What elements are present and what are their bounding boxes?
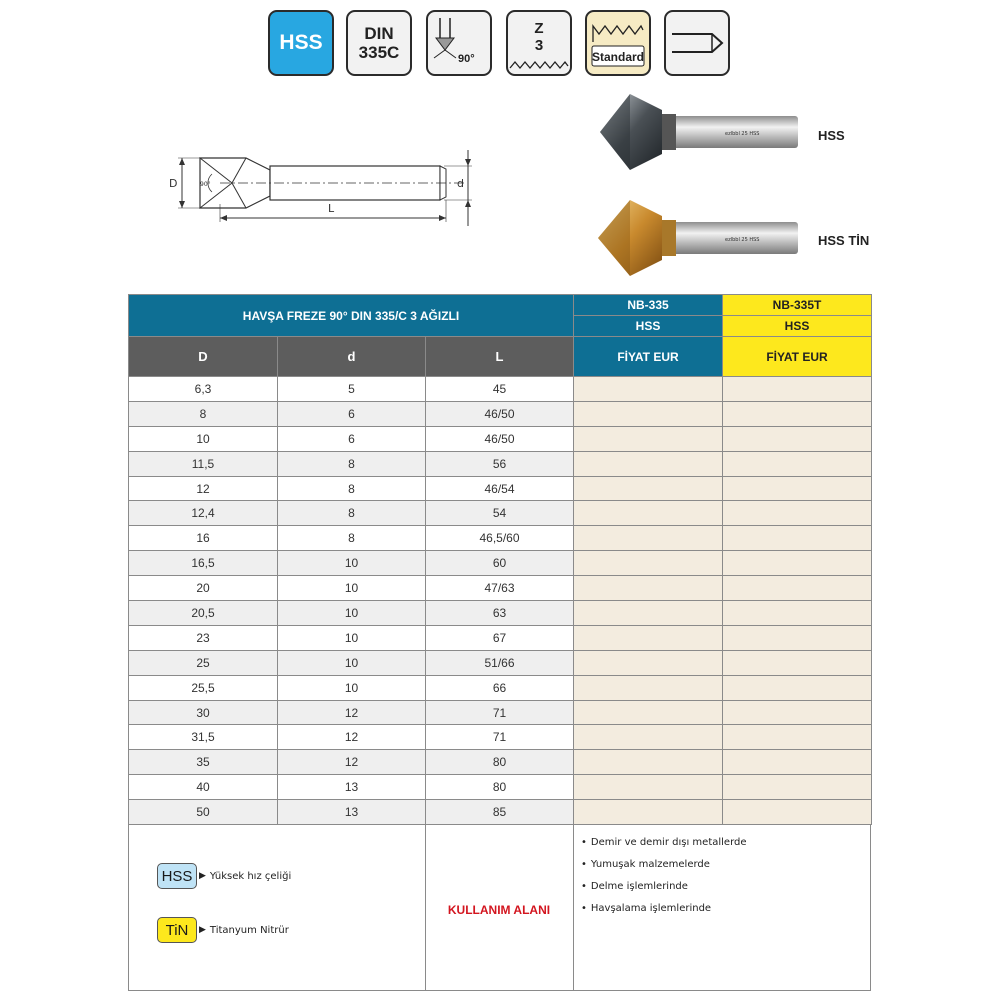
legend-hss xyxy=(157,863,291,889)
hss-badge-label: HSS xyxy=(279,31,323,54)
cell-d: 10 xyxy=(278,675,426,700)
table-row xyxy=(129,451,872,476)
nb-335-material: HSS xyxy=(574,316,723,337)
angle-90-badge xyxy=(426,10,492,76)
hss-photo-engraving: ezlbbl 25 HSS xyxy=(725,131,760,137)
nb-335t-material: HSS xyxy=(723,316,872,337)
cell-d: 6 xyxy=(278,401,426,426)
cell-D: 12 xyxy=(129,476,278,501)
price-cell-nb-335t xyxy=(723,501,872,526)
table-row xyxy=(129,775,872,800)
legend-tin-text: Titanyum Nitrür xyxy=(209,924,289,936)
angle-badge-label: 90° xyxy=(458,53,475,65)
cell-d: 8 xyxy=(278,501,426,526)
cell-D: 8 xyxy=(129,401,278,426)
price-cell-nb-335 xyxy=(574,725,723,750)
price-cell-nb-335t xyxy=(723,377,872,402)
hss-countersink-photo xyxy=(590,90,805,175)
cell-L: 67 xyxy=(426,625,574,650)
price-cell-nb-335 xyxy=(574,650,723,675)
table-row xyxy=(129,426,872,451)
cell-L: 46/54 xyxy=(426,476,574,501)
cell-d: 8 xyxy=(278,451,426,476)
column-header-d: d xyxy=(278,337,426,377)
price-cell-nb-335 xyxy=(574,576,723,601)
cell-D: 31,5 xyxy=(129,725,278,750)
price-cell-nb-335t xyxy=(723,576,872,601)
cell-d: 12 xyxy=(278,725,426,750)
price-cell-nb-335 xyxy=(574,377,723,402)
cell-D: 25 xyxy=(129,650,278,675)
cell-D: 6,3 xyxy=(129,377,278,402)
cell-D: 20,5 xyxy=(129,601,278,626)
cell-L: 71 xyxy=(426,725,574,750)
table-row xyxy=(129,601,872,626)
table-body xyxy=(129,377,872,825)
cylindrical-shank-icon xyxy=(666,12,728,74)
cell-d: 13 xyxy=(278,775,426,800)
table-row xyxy=(129,800,872,825)
price-cell-nb-335t xyxy=(723,401,872,426)
cell-D: 16,5 xyxy=(129,551,278,576)
cell-D: 40 xyxy=(129,775,278,800)
nb-335-code: NB-335 xyxy=(574,295,723,316)
price-cell-nb-335t xyxy=(723,476,872,501)
price-header-nb-335: FİYAT EUR xyxy=(574,337,723,377)
drawing-L-label: L xyxy=(328,202,335,215)
price-cell-nb-335t xyxy=(723,451,872,476)
table-row xyxy=(129,551,872,576)
cell-d: 10 xyxy=(278,551,426,576)
cell-d: 6 xyxy=(278,426,426,451)
table-row xyxy=(129,750,872,775)
price-cell-nb-335 xyxy=(574,775,723,800)
price-cell-nb-335t xyxy=(723,750,872,775)
table-row xyxy=(129,675,872,700)
price-cell-nb-335 xyxy=(574,625,723,650)
price-cell-nb-335t xyxy=(723,625,872,650)
table-row xyxy=(129,650,872,675)
cell-D: 35 xyxy=(129,750,278,775)
table-row xyxy=(129,377,872,402)
column-header-L: L xyxy=(426,337,574,377)
standard-badge-label: Standard xyxy=(591,50,645,64)
triangle-right-icon: ▶ xyxy=(199,925,206,935)
price-cell-nb-335t xyxy=(723,700,872,725)
table-row xyxy=(129,700,872,725)
cell-L: 46/50 xyxy=(426,401,574,426)
hss-photo-label: HSS xyxy=(818,128,845,143)
legend-hss-text: Yüksek hız çeliği xyxy=(209,870,292,882)
serration-icon xyxy=(508,12,570,74)
price-cell-nb-335 xyxy=(574,750,723,775)
cell-D: 16 xyxy=(129,526,278,551)
drawing-angle-label: 90° xyxy=(200,181,211,188)
cell-D: 12,4 xyxy=(129,501,278,526)
price-cell-nb-335t xyxy=(723,551,872,576)
cell-L: 56 xyxy=(426,451,574,476)
cell-L: 51/66 xyxy=(426,650,574,675)
nb-335t-code: NB-335T xyxy=(723,295,872,316)
drawing-D-label: D xyxy=(169,177,178,190)
cell-d: 8 xyxy=(278,526,426,551)
cell-D: 50 xyxy=(129,800,278,825)
price-cell-nb-335t xyxy=(723,675,872,700)
price-header-nb-335t: FİYAT EUR xyxy=(723,337,872,377)
cell-L: 54 xyxy=(426,501,574,526)
legend-tin-box: TiN xyxy=(157,917,197,943)
cell-d: 12 xyxy=(278,700,426,725)
cell-L: 66 xyxy=(426,675,574,700)
table-row xyxy=(129,526,872,551)
price-cell-nb-335 xyxy=(574,800,723,825)
price-cell-nb-335 xyxy=(574,601,723,626)
price-cell-nb-335 xyxy=(574,401,723,426)
price-cell-nb-335t xyxy=(723,650,872,675)
price-cell-nb-335 xyxy=(574,476,723,501)
tin-photo-engraving: ezlbbl 25 HSS xyxy=(725,237,760,243)
cell-L: 80 xyxy=(426,775,574,800)
cell-L: 63 xyxy=(426,601,574,626)
countersink-price-table xyxy=(128,294,872,825)
cell-L: 85 xyxy=(426,800,574,825)
usage-item: • Demir ve demir dışı metallerde xyxy=(581,837,747,849)
usage-item: • Delme işlemlerinde xyxy=(581,881,747,893)
table-row xyxy=(129,476,872,501)
hss-tin-countersink-photo xyxy=(590,196,805,281)
price-cell-nb-335t xyxy=(723,426,872,451)
cell-d: 10 xyxy=(278,650,426,675)
price-cell-nb-335t xyxy=(723,601,872,626)
flutes-badge-count: 3 xyxy=(534,37,544,54)
price-cell-nb-335 xyxy=(574,675,723,700)
legend-hss-box: HSS xyxy=(157,863,197,889)
price-cell-nb-335t xyxy=(723,775,872,800)
cell-d: 10 xyxy=(278,601,426,626)
cell-L: 80 xyxy=(426,750,574,775)
column-header-D: D xyxy=(129,337,278,377)
table-row xyxy=(129,401,872,426)
table-row xyxy=(129,501,872,526)
table-row xyxy=(129,725,872,750)
price-cell-nb-335 xyxy=(574,700,723,725)
drawing-d-label: d xyxy=(457,177,464,190)
price-cell-nb-335 xyxy=(574,451,723,476)
flutes-badge-z: Z xyxy=(534,20,544,37)
hss-badge xyxy=(268,10,334,76)
standard-profile-icon xyxy=(587,12,649,74)
technical-drawing xyxy=(160,140,490,235)
cell-L: 60 xyxy=(426,551,574,576)
flutes-badge xyxy=(506,10,572,76)
price-cell-nb-335 xyxy=(574,551,723,576)
cell-D: 23 xyxy=(129,625,278,650)
din-badge-line1: DIN xyxy=(364,24,394,43)
cell-D: 11,5 xyxy=(129,451,278,476)
cell-D: 25,5 xyxy=(129,675,278,700)
cell-D: 10 xyxy=(129,426,278,451)
cell-L: 45 xyxy=(426,377,574,402)
cell-d: 8 xyxy=(278,476,426,501)
cell-d: 12 xyxy=(278,750,426,775)
cell-d: 10 xyxy=(278,576,426,601)
price-cell-nb-335t xyxy=(723,526,872,551)
din-badge-line2: 335C xyxy=(358,43,400,62)
price-cell-nb-335t xyxy=(723,725,872,750)
triangle-right-icon: ▶ xyxy=(199,871,206,881)
cell-L: 46/50 xyxy=(426,426,574,451)
din-badge xyxy=(346,10,412,76)
legend-tin xyxy=(157,917,289,943)
table-row xyxy=(129,576,872,601)
table-row xyxy=(129,625,872,650)
shank-badge xyxy=(664,10,730,76)
table-title: HAVŞA FREZE 90° DIN 335/C 3 AĞIZLI xyxy=(129,295,574,337)
cell-d: 5 xyxy=(278,377,426,402)
cell-D: 20 xyxy=(129,576,278,601)
cell-L: 46,5/60 xyxy=(426,526,574,551)
cell-d: 13 xyxy=(278,800,426,825)
info-divider xyxy=(573,825,574,990)
price-cell-nb-335 xyxy=(574,501,723,526)
cell-L: 47/63 xyxy=(426,576,574,601)
info-box xyxy=(128,825,871,991)
cell-D: 30 xyxy=(129,700,278,725)
countersink-angle-icon xyxy=(428,12,490,74)
usage-item: • Havşalama işlemlerinde xyxy=(581,903,747,915)
cell-d: 10 xyxy=(278,625,426,650)
price-cell-nb-335t xyxy=(723,800,872,825)
hss-tin-photo-label: HSS TİN xyxy=(818,233,870,248)
price-cell-nb-335 xyxy=(574,426,723,451)
usage-item: • Yumuşak malzemelerde xyxy=(581,859,747,871)
cell-L: 71 xyxy=(426,700,574,725)
price-cell-nb-335 xyxy=(574,526,723,551)
usage-area-title: KULLANIM ALANI xyxy=(447,903,551,917)
standard-badge xyxy=(585,10,651,76)
usage-list xyxy=(581,837,747,925)
